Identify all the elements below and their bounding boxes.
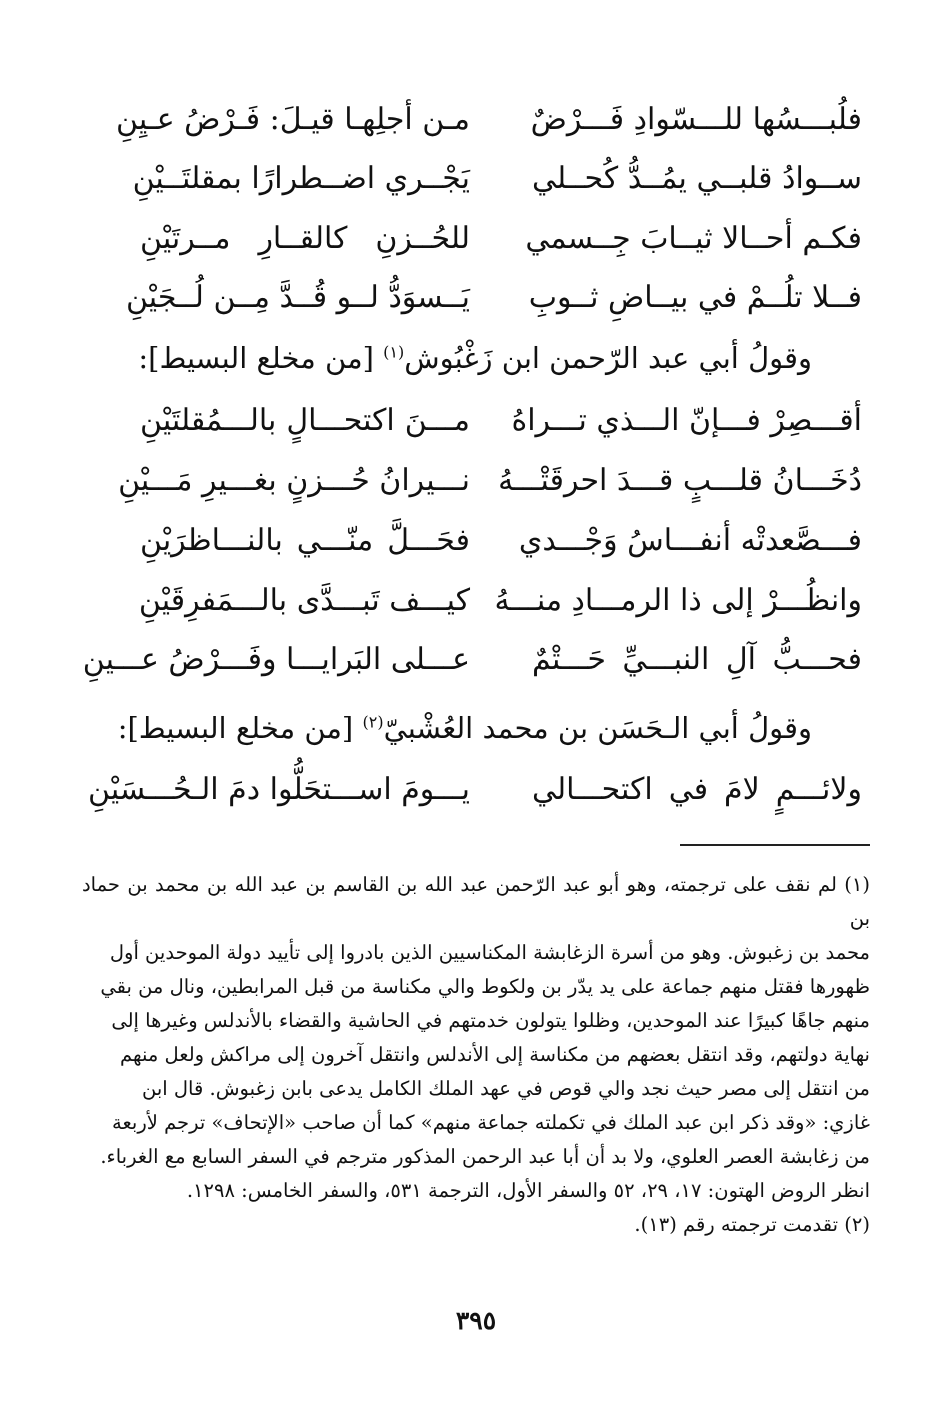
verse-second-hemistich: عـــلى البَرايـــا وفَـــرْضُ عـــينِ — [82, 642, 470, 677]
verse-line — [82, 632, 862, 688]
footnote-line: منهم جاهًا كبيرًا عند الموحدين، وظلوا يتولون خدمتهم في الحاشية والقضاء بالأندلس وغيرها إلى — [111, 1009, 870, 1032]
footnote-line: ظهورها فقتل منهم جماعة على يد يدّر بن ولكوط والي مكناسة من قبل المرابطين، ونال من بقي — [100, 975, 870, 998]
verse-line — [87, 762, 862, 818]
footnotes — [82, 868, 870, 1242]
footnote-separator — [680, 844, 870, 846]
verse-second-hemistich: كيـــف تَبـــدَّى بالـــمَفرِقَيْنِ — [138, 583, 470, 618]
poem-intro — [117, 700, 812, 756]
verse-second-hemistich: للحُــزنِ كالقــارِ مــرتَيْنِ — [140, 221, 470, 256]
verse-line — [140, 211, 862, 267]
verse-line — [140, 393, 862, 449]
verse-first-hemistich: فحـــبُّ آلِ النبـــيِّ حَـــتْمٌ — [532, 642, 862, 677]
verse-second-hemistich: يـــومَ اســـتحَلُّوا دمَ الـحُـــسَيْنِ — [87, 772, 470, 807]
verse-first-hemistich: فلُبـــسُها للـــسّوادِ فَـــرْضٌ — [530, 102, 862, 137]
footnote-marker: (٢) — [844, 1213, 870, 1236]
verse-second-hemistich: مـن أجلِهـا قيـلَ: فَـرْضُ عـيِنِ — [116, 102, 470, 137]
verse-first-hemistich: أقـــصِرْ فـــإنّ الـــذي تـــراهُ — [511, 403, 862, 438]
verse-second-hemistich: مـــنَ اكتحـــالٍ بالـــمُقلتَيْنِ — [140, 403, 470, 438]
verse-first-hemistich: فـــصَّعدتْه أنفـــاسُ وَجْـــدي — [518, 523, 862, 558]
verse-first-hemistich: وانظُـــرْ إلى ذا الرمـــادِ منـــهُ — [494, 583, 862, 618]
footnote-marker: (١) — [844, 873, 870, 896]
poem-meter: [من مخلع البسيط]: — [138, 341, 384, 375]
verse-first-hemistich: دُخَـــانُ قلـــبٍ قـــدَ احرقَتْـــهُ — [498, 463, 862, 498]
footnote — [82, 1208, 870, 1242]
footnote-line: من انتقل إلى مصر حيث نجد والي قوص في عهد الملك الكامل يدعى بابن زغبوش. قال ابن — [141, 1077, 870, 1100]
poem-meter: [من مخلع البسيط]: — [117, 711, 363, 745]
verse-line — [125, 270, 862, 326]
verse-first-hemistich: فــلا تلُــمْ في بيــاضِ ثــوبِ — [528, 280, 862, 315]
footnote-line: انظر الروض الهتون: ١٧، ٢٩، ٥٢ والسفر الأول، الترجمة ٥٣١، والسفر الخامس: ١٢٩٨. — [186, 1179, 870, 1202]
verse-first-hemistich: ولائـــمٍ لامَ في اكتحـــالي — [532, 772, 862, 807]
verse-line — [140, 513, 862, 569]
footnote-ref[interactable]: (١) — [383, 342, 405, 362]
page-number: ٣٩٥ — [455, 1306, 497, 1335]
footnote-line: غازي: «وقد ذكر ابن عبد الملك في تكملته جماعة منهم» كما أن صاحب «الإتحاف» ترجم لأربعة — [112, 1111, 870, 1134]
footnote — [82, 868, 870, 1208]
verse-second-hemistich: يَجْــري اضــطرارًا بمقلتَــيْنِ — [132, 161, 470, 196]
poem-intro-text: وقولُ أبي الـحَسَن بن محمد العُشْبيّ — [383, 711, 812, 745]
footnote-ref[interactable]: (٢) — [362, 712, 384, 732]
footnote-line — [82, 1208, 870, 1242]
verse-line — [140, 573, 862, 629]
footnote-text: تقدمت ترجمته رقم (١٣). — [634, 1213, 839, 1236]
footnote-line: من زغابشة العصر العلوي، ولا بد أن أبا عبد الرحمن المذكور مترجم في السفر السابع مع الغرباء. — [100, 1145, 870, 1168]
verse-line — [132, 151, 862, 207]
footnote-line: نهاية دولتهم، وقد انتقل بعضهم من مكناسة إلى الأندلس وانتقل آخرون إلى مراكش ولعل منهم — [120, 1043, 870, 1066]
verse-line — [118, 453, 862, 509]
verse-second-hemistich: فحَـــلَّ منّـــي بالنـــاظرَيْنِ — [140, 523, 470, 558]
verse-first-hemistich: ســوادُ قلبــي يمُــدُّ كُحــلي — [532, 161, 862, 196]
poem-intro-text: وقولُ أبي عبد الرّحمن ابن زَغْبُوش — [404, 341, 812, 375]
verse-first-hemistich: فكـم أحــالا ثيــابَ جِــسمي — [525, 221, 862, 256]
footnote-line: محمد بن زغبوش. وهو من أسرة الزغابشة المكناسيين الذين بادروا إلى تأييد دولة الموحدين أول — [109, 941, 870, 964]
footnote-text: لم نقف على ترجمته، وهو أبو عبد الرّحمن عبد الله بن القاسم بن عبد الله بن محمد بن حماد بن — [82, 873, 870, 930]
poem-intro — [122, 330, 812, 386]
verse-second-hemistich: نـــيرانُ حُـــزنٍ بغـــيرِ مَـــيْنِ — [118, 463, 470, 498]
footnote-line — [82, 868, 870, 936]
verse-line — [116, 92, 862, 148]
verse-second-hemistich: يَــسوَدُّ لــو قُــدَّ مِــن لُــجَيْنِ — [125, 280, 470, 315]
